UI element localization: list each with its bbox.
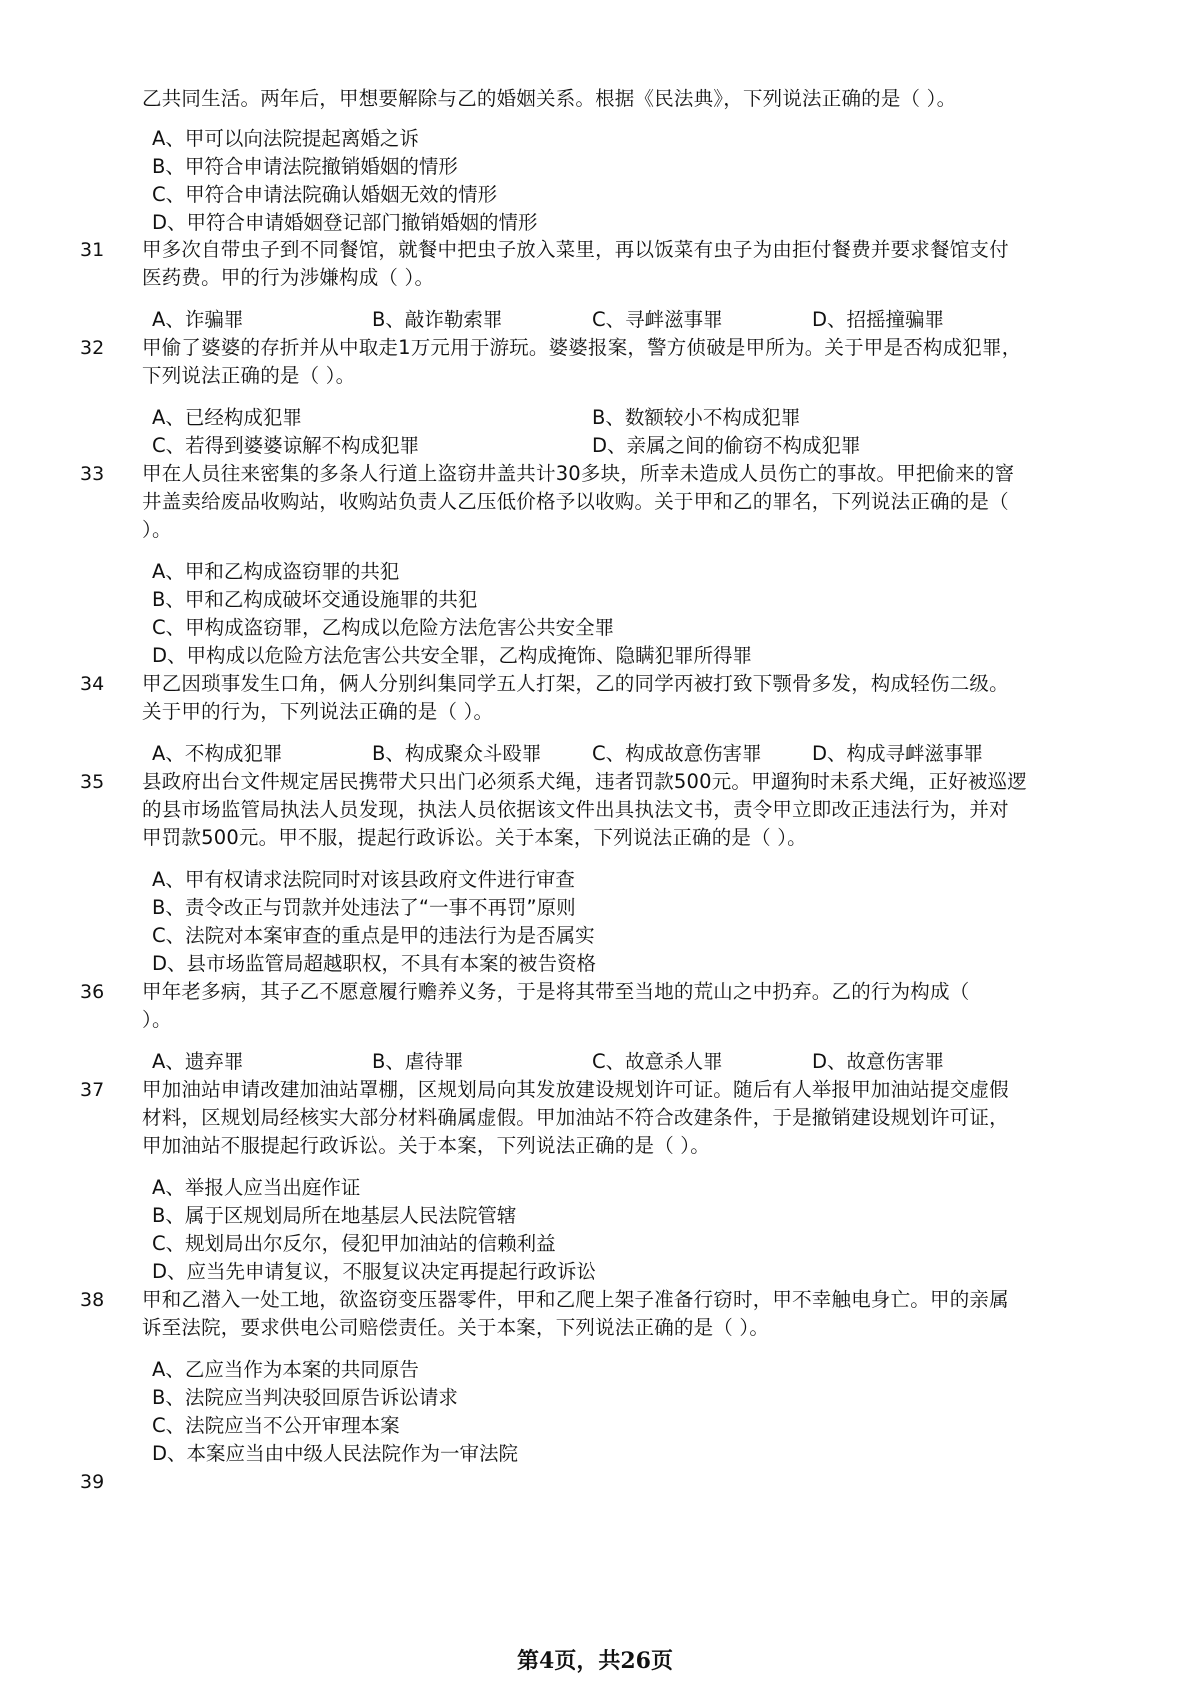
question-31-option-b: B、敲诈勒索罪: [372, 308, 503, 331]
question-31-option-d: D、招摇撞骗罪: [812, 308, 945, 331]
question-32-text-line: 甲偷了婆婆的存折并从中取走1万元用于游玩。婆婆报案，警方侦破是甲所为。关于甲是否构成犯罪，: [142, 336, 1022, 359]
question-35-text-line: 甲罚款500元。甲不服，提起行政诉讼。关于本案，下列说法正确的是（ ）。: [142, 826, 807, 849]
question-39-number: 39: [80, 1471, 105, 1493]
question-33-option-a: A、甲和乙构成盗窃罪的共犯: [152, 560, 400, 583]
question-31-option-c: C、寻衅滋事罪: [592, 308, 723, 331]
question-33-text-line: ）。: [142, 518, 172, 541]
question-34-number: 34: [80, 673, 105, 695]
question-32-number: 32: [80, 337, 105, 359]
question-37-option-d: D、应当先申请复议，不服复议决定再提起行政诉讼: [152, 1260, 597, 1283]
question-34-option-c: C、构成故意伤害罪: [592, 742, 762, 765]
question-35-option-b: B、责令改正与罚款并处违法了“一事不再罚”原则: [152, 896, 576, 919]
question-33-number: 33: [80, 463, 105, 485]
question-36-option-a: A、遗弃罪: [152, 1050, 244, 1073]
question-38-option-c: C、法院应当不公开审理本案: [152, 1414, 400, 1437]
question-36-option-d: D、故意伤害罪: [812, 1050, 945, 1073]
question-35-text-line: 县政府出台文件规定居民携带犬只出门必须系犬绳，违者罚款500元。甲遛狗时未系犬绳，正好被巡逻: [142, 770, 1027, 793]
question-36-text-line: ）。: [142, 1008, 172, 1031]
question-37-option-b: B、属于区规划局所在地基层人民法院管辖: [152, 1204, 517, 1227]
question-37-option-a: A、举报人应当出庭作证: [152, 1176, 361, 1199]
question-33-option-d: D、甲构成以危险方法危害公共安全罪，乙构成掩饰、隐瞒犯罪所得罪: [152, 644, 753, 667]
question-35-option-a: A、甲有权请求法院同时对该县政府文件进行审查: [152, 868, 575, 891]
question-34-text-line: 甲乙因琐事发生口角，俩人分别纠集同学五人打架，乙的同学丙被打致下颚骨多发，构成轻伤二级。: [142, 672, 1009, 695]
question-32-option-c: C、若得到婆婆谅解不构成犯罪: [152, 434, 420, 457]
question-33-text-line: 甲在人员往来密集的多条人行道上盗窃井盖共计30多块，所幸未造成人员伤亡的事故。甲把偷来的窨: [142, 462, 1015, 485]
question-36-option-c: C、故意杀人罪: [592, 1050, 723, 1073]
question-34-option-d: D、构成寻衅滋事罪: [812, 742, 984, 765]
question-30-option-d: D、甲符合申请婚姻登记部门撤销婚姻的情形: [152, 211, 538, 234]
question-34-text-line: 关于甲的行为，下列说法正确的是（ ）。: [142, 700, 494, 723]
question-38-option-b: B、法院应当判决驳回原告诉讼请求: [152, 1386, 458, 1409]
question-31-option-a: A、诈骗罪: [152, 308, 244, 331]
question-30-option-c: C、甲符合申请法院确认婚姻无效的情形: [152, 183, 498, 206]
question-37-text-line: 材料，区规划局经核实大部分材料确属虚假。甲加油站不符合改建条件，于是撤销建设规划许可证，: [142, 1106, 1009, 1129]
question-37-number: 37: [80, 1079, 105, 1101]
question-38-text-line: 甲和乙潜入一处工地，欲盗窃变压器零件，甲和乙爬上架子准备行窃时，甲不幸触电身亡。甲的亲属: [142, 1288, 1009, 1311]
question-36-option-b: B、虐待罪: [372, 1050, 464, 1073]
question-33-option-b: B、甲和乙构成破坏交通设施罪的共犯: [152, 588, 478, 611]
question-32-text-line: 下列说法正确的是（ ）。: [142, 364, 356, 387]
question-32-option-a: A、已经构成犯罪: [152, 406, 302, 429]
question-37-text-line: 甲加油站申请改建加油站罩棚，区规划局向其发放建设规划许可证。随后有人举报甲加油站提交虚假: [142, 1078, 1009, 1101]
question-34-option-b: B、构成聚众斗殴罪: [372, 742, 542, 765]
question-38-text-line: 诉至法院，要求供电公司赔偿责任。关于本案，下列说法正确的是（ ）。: [142, 1316, 770, 1339]
question-36-text-line: 甲年老多病，其子乙不愿意履行赡养义务，于是将其带至当地的荒山之中扔弃。乙的行为构成（: [142, 980, 970, 1003]
question-36-number: 36: [80, 981, 105, 1003]
question-32-option-d: D、亲属之间的偷窃不构成犯罪: [592, 434, 861, 457]
question-30-option-a: A、甲可以向法院提起离婚之诉: [152, 127, 419, 150]
question-38-option-a: A、乙应当作为本案的共同原告: [152, 1358, 419, 1381]
question-37-text-line: 甲加油站不服提起行政诉讼。关于本案，下列说法正确的是（ ）。: [142, 1134, 710, 1157]
question-38-number: 38: [80, 1289, 105, 1311]
question-38-option-d: D、本案应当由中级人民法院作为一审法院: [152, 1442, 519, 1465]
question-33-text-line: 井盖卖给废品收购站，收购站负责人乙压低价格予以收购。关于甲和乙的罪名，下列说法正确的是（: [142, 490, 1009, 513]
page-footer: 第4页，共26页: [517, 1648, 673, 1674]
question-34-option-a: A、不构成犯罪: [152, 742, 283, 765]
question-31-text-line: 甲多次自带虫子到不同餐馆，就餐中把虫子放入菜里，再以饭菜有虫子为由拒付餐费并要求餐馆支付: [142, 238, 1009, 261]
question-30-option-b: B、甲符合申请法院撤销婚姻的情形: [152, 155, 458, 178]
question-32-option-b: B、数额较小不构成犯罪: [592, 406, 801, 429]
question-31-number: 31: [80, 239, 105, 261]
question-30-text-line: 乙共同生活。两年后，甲想要解除与乙的婚姻关系。根据《民法典》，下列说法正确的是（ ）。: [142, 87, 957, 110]
question-33-option-c: C、甲构成盗窃罪，乙构成以危险方法危害公共安全罪: [152, 616, 615, 639]
question-37-option-c: C、规划局出尔反尔，侵犯甲加油站的信赖利益: [152, 1232, 556, 1255]
question-35-option-c: C、法院对本案审查的重点是甲的违法行为是否属实: [152, 924, 595, 947]
question-35-number: 35: [80, 771, 105, 793]
question-31-text-line: 医药费。甲的行为涉嫌构成（ ）。: [142, 266, 435, 289]
question-35-text-line: 的县市场监管局执法人员发现，执法人员依据该文件出具执法文书，责令甲立即改正违法行为，并对: [142, 798, 1009, 821]
question-35-option-d: D、县市场监管局超越职权，不具有本案的被告资格: [152, 952, 597, 975]
